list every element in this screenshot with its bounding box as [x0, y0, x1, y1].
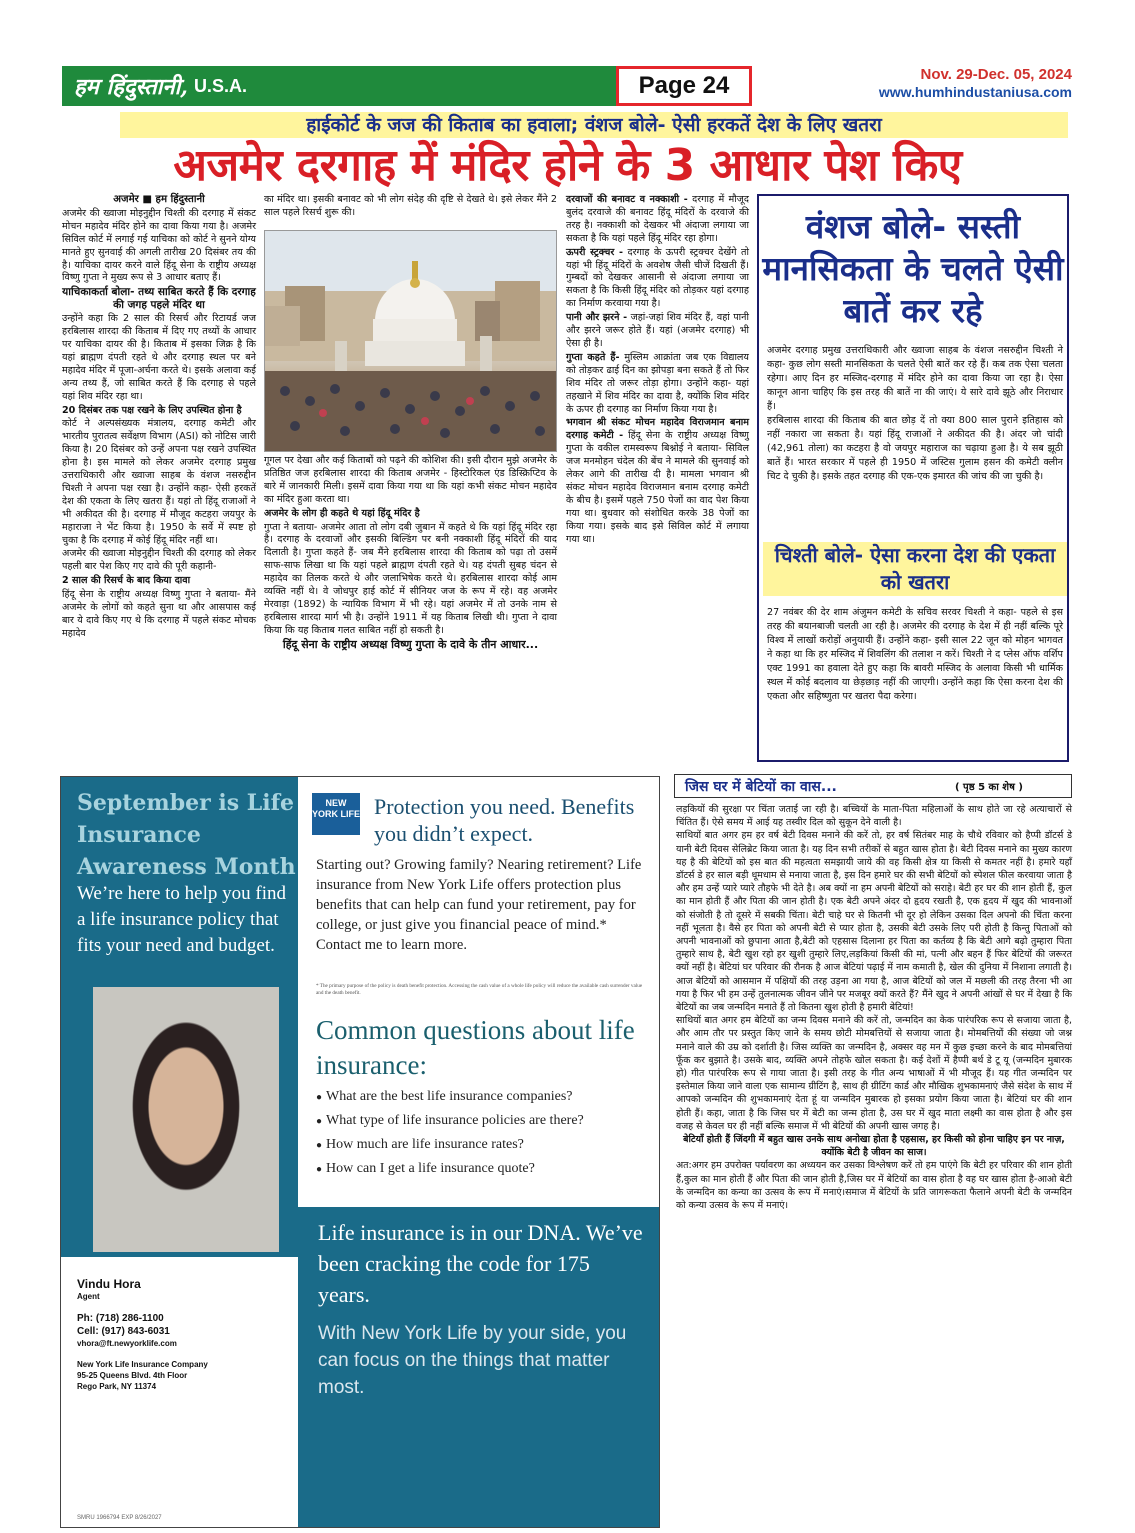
- sidebar-subheading: चिश्ती बोले- ऐसा करना देश की एकता को खतरा: [763, 542, 1067, 596]
- list-item: ● How can I get a life insurance quote?: [316, 1157, 656, 1181]
- agent-phone[interactable]: Ph: (718) 286-1100: [77, 1313, 164, 1324]
- inline-heading: भगवान श्री संकट मोचन महादेव विराजमान बनाम दरगाह कमेटी -: [566, 417, 749, 442]
- ad-tagline: Protection you need. Benefits you didn’t expect.: [374, 794, 635, 846]
- main-headline: अजमेर दरगाह में मंदिर होने के 3 आधार पेश किए: [173, 140, 962, 191]
- ad-footnote: * The primary purpose of the policy is death benefit protection. Accessing the cash value of a whole life policy will reduce the available cash surrender value and the death benefit.: [316, 983, 643, 996]
- paragraph: 27 नवंबर की देर शाम अंजुमन कमेटी के सचिव सरवर चिश्ती ने कहा- पहले से इस तरह की बयानबाजी चलती आ रही है। अजमेर की दरगाह के देश में ही नहीं बल्कि पूरे विश्व में लाखों करोड़ों अनुयायी हैं। उन्होंने कहा- इसी साल 22 जून को मोहन भागवत ने कहा था कि हर मस्जिद में शिवलिंग की तलाश न करें। चिश्ती ने द प्लेस ऑफ वर्शिप एक्ट 1991 का हवाला देते हुए कहा कि बावरी मस्जिद के अलावा किसी भी धार्मिक स्थल में कोई बदलाव या छेड़छाड़ नहीं की जाएगी। उन्होंने कहा कि ऐसा करना देश की एकता और सहिष्णुता पर खतरा पैदा करेगा।: [767, 607, 1063, 702]
- ad-title: September is Life Insurance Awareness Month: [77, 790, 296, 880]
- page-number-box: [616, 66, 752, 106]
- paragraph: हिंदू सेना के राष्ट्रीय अध्यक्ष विष्णु गुप्ता ने बताया- मैंने अजमेर के लोगों को कहते सुना था और आसपास कई बार ये दावे किए गए थे कि दरगाह में पहले संकट मोचक महादेव: [62, 589, 256, 639]
- masthead: [62, 66, 730, 106]
- paragraph: साथियों बात अगर हम हर वर्ष बेटी दिवस मनाने की करें तो, हर वर्ष सितंबर माह के चौथे रविवार को हैप्पी डॉटर्स डे यानी बेटी दिवस सेलिब्रेट किया जाता है। यह दिन सभी तरीकों से बहुत खास होता है। बेटी दिवस मनाने का मुख्य कारण यह है की बेटियों को इस बात की महत्वता समझायी जाये की वह किसी क्षेत्र या किसी से कमतर नहीं है। हमारे यहाँ डॉटर्स डे हर साल बड़ी धूमधाम से मनाया जाता है, इस दिन हमारे घर की सभी बेटियों को स्पेशल फील करवाया जाता है और हम उन्हें प्यारे प्यारे तौहफे भी देते है। अब क्यों ना हम अपनी बेटियों को सराहे। बेटी हर घर की शान होती हैं, कुल का मान होती हैं और पिता की जान होती है। एक बेटी अपने अंदर दो हृदय रखती है, एक हृदय में खुद की भावनाओं को संजोती है तो दूसरे में सबकी चिंता। बेटी चाहे घर से कितनी भी दूर हो लेकिन उसका दिल अपनो की चिंता करना नहीं भूलता है। वैसे हर पिता को अपनी बेटी से प्यार होता है, उसकी बेटी उसके लिए परी होती है किन्तु पिताओं को अपनी भावनाओं को छुपाना आता है,बेटी को एहसास दिलाना हर पिता का कर्तव्य है कि बेटी आगे बढ़ो तुम्हारा पिता तुम्हारे साथ है, बेटी खुश रहो हर खुशी तुम्हारे लिए,लड़कियां किसी की मां, पत्नी और बहन हैं फिर बेटियों की जरूरत क्यों नहीं है। बेटियां घर परिवार की रौनक है आज बेटियां पढ़ाई में नाम कमाती है, खेल की दुनिया में निशाना लगाती है। आज बेटियों को आसमान में पक्षियों की तरह उड़ना आ गया है, आज बेटियों को जल में मछली की तरह तैरना भी आ गया है फिर भी हम उन्हें तुलनात्मक जीवन जीने पर मजबूर क्यों करते हैं? मैंने खुद ने अपनी आंखों से घर में देखा है कि बेटियों का जब जन्मदिन मनाते हैं तो कितना खुश होती है हमारी बेटियां!: [676, 830, 1072, 1014]
- brand-name: हम हिंदुस्तानी,: [74, 74, 188, 100]
- inline-heading: ऊपरी स्ट्रक्चर -: [566, 246, 623, 258]
- paragraph: गुप्ता ने बताया- अजमेर आता तो लोग दबी जुबान में कहते थे कि यहां हिंदू मंदिर रहा है। दरगाह के दरवाजों और इसकी बिल्डिंग पर बनी नक्काशी हिंदू मंदिरों की याद दिलाती है। गुप्ता कहते हैं- जब मैंने हरबिलास शारदा की किताब को पढ़ा तो उसमें साफ-साफ लिखा था कि यहां पहले ब्राह्मण दंपती रहते थे। यह दंपती सुबह चंदन से महादेव का तिलक करते थे और जलाभिषेक करते थे। हरबिलास शारदा कोई आम व्यक्ति नहीं थे। वे जोधपुर हाई कोर्ट में सीनियर जज के रूप में रहे। वह अजमेर मेरवाड़ा (1892) के न्यायिक विभाग में भी रहे। यहां अजमेर में तो उनके नाम से हरबिलास शारदा मार्ग भी है। उन्होंने 1911 में यह किताब लिखी थी। गुप्ता ने दावा किया कि यह किताब गलत साबित नहीं हो सकती है।: [264, 521, 557, 636]
- brand-usa: U.S.A.: [193, 75, 247, 96]
- subheading: हिंदू सेना के राष्ट्रीय अध्यक्ष विष्णु गुप्ता के दावे के तीन आधार...: [282, 637, 539, 651]
- paragraph: गूगल पर देखा और कई किताबों को पढ़ने की कोशिश की। इसी दौरान मुझे अजमेर के प्रतिष्ठित जज हरबिलास शारदा की किताब अजमेर - हिस्टोरिकल एंड डिस्क्रिप्टिव के बारे में जानकारी मिली। इसमें दावा किया गया था कि यहां कभी संकट मोचन महादेव का मंदिर हुआ करता था।: [264, 455, 557, 505]
- article-column-3: [566, 194, 749, 547]
- subheading: 2 साल की रिसर्च के बाद किया दावा: [62, 575, 191, 587]
- dateline: अजमेर ■ हम हिंदुस्तानी: [113, 194, 205, 205]
- company-city: Rego Park, NY 11374: [77, 1382, 157, 1391]
- inline-heading: गुप्ता कहते हैं-: [566, 351, 620, 363]
- highlight-verse: बेटियाँ होती हैं जिंदगी में बहुत खास उनके साथ अनोखा होता है एहसास, हर किसी को होना चाहिए इन पर नाज़, क्योंकि बेटी है जीवन का साज।: [683, 1134, 1065, 1159]
- paragraph: कोर्ट ने अल्पसंख्यक मंत्रालय, दरगाह कमेटी और भारतीय पुरातत्व सर्वेक्षण विभाग (ASI) को नोटिस जारी किया है। 20 दिसंबर को उन्हें अपना पक्ष रखने उपस्थित होना है। इस मामले को लेकर अजमेर दरगाह प्रमुख उत्तराधिकारी और ख्वाजा साहब के वंशज नसरुद्दीन चिश्ती ने अपना पक्ष रखा है। उन्होंने कहा- ऐसी हरकतें देश की एकता के लिए खतरा हैं। यहां तो हिंदू राजाओं ने भी अकीदत की है। दरगाह में मौजूद कटहरा जयपुर के महाराजा ने भेंट किया है। 1950 के सर्वे में स्पष्ट हो चुका है कि दरगाह में कोई हिंदू मंदिर नहीं था।: [62, 418, 256, 546]
- paragraph: जहां-जहां शिव मंदिर हैं, वहां पानी और झरने जरूर होते हैं। यहां (अजमेर दरगाह) भी ऐसा ही है।: [566, 312, 749, 349]
- sidebar-text-2: [767, 606, 1063, 704]
- agent-email[interactable]: vhora@ft.newyorklife.com: [77, 1339, 177, 1348]
- agent-photo: [93, 987, 279, 1252]
- company-address: 95-25 Queens Blvd. 4th Floor: [77, 1371, 188, 1380]
- continued-note: ( पृष्ठ 5 का शेष ): [955, 782, 1023, 793]
- subheading: अजमेर के लोग ही कहते थे यहां हिंदू मंदिर है: [264, 507, 420, 519]
- ad-subtitle: We’re here to help you find a life insurance policy that fits your need and budget.: [77, 883, 286, 956]
- paragraph: दरगाह में मौजूद बुलंद दरवाजे की बनावट हिंदू मंदिरों के दरवाजे की तरह है। नक्काशी को देखकर भी अंदाजा लगाया जा सकता है कि यहां पहले हिंदू मंदिर रहा होगा।: [566, 194, 749, 244]
- paragraph: हरबिलास शारदा की किताब की बात छोड़ दें तो क्या 800 साल पुराने इतिहास को नहीं नकारा जा सकता है। यहां हिंदू राजाओं ने अकीदत की है। अंदर जो चांदी (42,961 तोला) का कटहरा है वो जयपुर महाराज का चढ़ाया हुआ है। ये सब झूठी बातें हैं। भारत सरकार में पहले ही 1950 में जस्टिस गुलाम हसन की कमेटी क्लीन चिट दे चुकी है। इसके तहत दरगाह की एक-एक इमारत की जांच की जा चुकी है।: [767, 415, 1063, 482]
- paragraph: लड़कियों की सुरक्षा पर चिंता जताई जा रही है। बच्चियों के माता-पिता महिलाओं के साथ होते जा रहे अत्याचारों से चिंतित हैं। ऐसे समय में आई यह तस्वीर दिल को सुकून देने वाली है।: [676, 804, 1072, 829]
- paragraph: अजमेर की ख्वाजा मोइनुद्दीन चिश्ती की दरगाह को लेकर पहली बार पेश किए गए दावे की पूरी कहानी-: [62, 548, 256, 573]
- website-link[interactable]: www.humhindustaniusa.com: [878, 84, 1072, 100]
- continued-article-band: [674, 774, 1072, 798]
- agent-card: [61, 1257, 298, 1528]
- continued-title: जिस घर में बेटियों का वास...: [675, 777, 955, 796]
- issue-date: Nov. 29-Dec. 05, 2024: [920, 66, 1072, 83]
- subheading: याचिकाकर्ता बोला- तथ्य साबित करते हैं कि दरगाह की जगह पहले मंदिर था: [62, 286, 256, 312]
- ad-dna-headline: Life insurance is in our DNA. We’ve been cracking the code for 175 years.: [318, 1220, 643, 1307]
- dargah-illustration: [265, 231, 557, 452]
- inline-heading: पानी और झरने -: [566, 312, 628, 324]
- inline-heading: दरवाजों की बनावट व नक्काशी -: [566, 194, 688, 205]
- page-number: Page 24: [638, 72, 730, 99]
- kicker-headline: हाईकोर्ट के जज की किताब का हवाला; वंशज बोले- ऐसी हरकतें देश के लिए खतरा: [120, 112, 1068, 138]
- paragraph: अजमेर की ख्वाजा मोइनुद्दीन चिश्ती की दरगाह में संकट मोचन महादेव मंदिर होने का दावा किया गया है। अजमेर सिविल कोर्ट में लगाई गई याचिका को कोर्ट ने सुनने योग्य मानते हुए सुनवाई की अगली तारीख 20 दिसंबर तय की है। याचिका दायर करने वाले हिंदू सेना के राष्ट्रीय अध्यक्ष विष्णु गुप्ता ने मुख्य रूप से 3 आधार बताए हैं।: [62, 207, 256, 284]
- sidebar-text: [767, 344, 1063, 484]
- agent-name: Vindu Hora: [77, 1277, 141, 1291]
- paragraph: अजमेर दरगाह प्रमुख उत्तराधिकारी और ख्वाजा साहब के वंशज नसरुद्दीन चिश्ती ने कहा- कुछ लोग सस्ती मानसिकता के चलते ऐसी बातें कर रहे हैं। कब तक ऐसा चलता रहेगा। आए दिन हर मस्जिद-दरगाह में मंदिर होने का दावा किया जा रहा है। ऐसा कानून आना चाहिए कि इस तरह की बातें ना की जाएं। ये सारे दावे झूठे और निराधार हैं।: [767, 345, 1063, 412]
- ad-dna-text: With New York Life by your side, you can focus on the things that matter most.: [318, 1323, 627, 1398]
- nyl-logo: NEW YORK LIFE: [312, 793, 360, 835]
- article-column-2: [264, 194, 557, 221]
- paragraph: मुस्लिम आक्रांता जब एक विद्यालय को तोड़कर ढाई दिन का झोपड़ा बना सकते हैं तो फिर शिव मंदिर तो जरूर तोड़ा होगा। उन्होंने कहा- यहां तहखाने में शिव मंदिर का दावा है, क्योंकि शिव मंदिर के ऊपर ही दरगाह का निर्माण किया गया है।: [566, 351, 749, 415]
- paragraph: अत:अगर हम उपरोक्त पर्यावरण का अध्ययन कर उसका विश्लेषण करें तो हम पाएंगे कि बेटी हर परिवार की शान होती हैं,कुल का मान होती हैं और पिता की जान होती है,जिस घर में बेटियों का वास होता है वह घर खास होता है-आओ बेटी के जन्मदिन का कन्या का उत्सव के रूप में मनाएं।समाज में बेटियों के प्रति जागरूकता फैलाने अपनी बेटी के जन्मदिन को कन्या उत्सव के रूप में मनाएं।: [676, 1160, 1072, 1212]
- agent-title: Agent: [77, 1292, 100, 1301]
- subheading: 20 दिसंबर तक पक्ष रखने के लिए उपस्थित होना है: [62, 404, 242, 416]
- nyl-advertisement[interactable]: [60, 776, 660, 1528]
- ad-dna-panel: [298, 1207, 660, 1528]
- sidebar-box: [757, 194, 1069, 762]
- paragraph: उन्होंने कहा कि 2 साल की रिसर्च और रिटायर्ड जज हरबिलास शारदा की किताब में दिए गए तथ्यों के आधार पर याचिका दायर की है। किताब में इसका जिक्र है कि यहां ब्राह्मण दंपती रहते थे और दरगाह स्थल पर बने महादेव मंदिर में पूजा-अर्चना करते थे। इसके अलावा कई अन्य तथ्य हैं, जो साबित करते हैं कि दरगाह से पहले यहां शिव मंदिर रहा था।: [62, 313, 256, 402]
- list-item: ● How much are life insurance rates?: [316, 1133, 656, 1157]
- ad-body: Starting out? Growing family? Nearing retirement? Life insurance from New York Life offers protection plus benefits that can help can fund your retirement, pay for college, or just give you financial peace of mind.* Contact me to learn more.: [316, 857, 642, 953]
- ad-left-panel: [61, 777, 298, 1528]
- paragraph: दरगाह के ऊपरी स्ट्रक्चर देखेंगे तो यहां भी हिंदू मंदिरों के अवशेष जैसी चीजें दिखती हैं। गुम्बदों को देखकर आसानी से अंदाजा लगाया जा सकता है कि किसी हिंदू मंदिर को तोड़कर यहां दरगाह का निर्माण करवाया गया है।: [566, 246, 750, 310]
- list-item: ● What type of life insurance policies are there?: [316, 1109, 656, 1133]
- continued-article: [676, 803, 1072, 1212]
- dargah-photo: [264, 230, 557, 452]
- ad-questions-title: Common questions about life insurance:: [316, 1015, 635, 1080]
- list-item: ● What are the best life insurance companies?: [316, 1085, 656, 1109]
- paragraph: साथियों बात अगर हम बेटियों का जन्म दिवस मनाने की करें तो, जन्मदिन का केक पारंपरिक रूप से सजाया जाता है, और आम तौर पर प्रस्तुत किए जाने के समय छोटी मोमबत्तियों से सजाया जाता है। मोमबत्तियों की संख्या जो जश्न मनाने वाले की उम्र को दर्शाती है। जिस व्यक्ति का जन्मदिन है, अक्सर वह मन में कुछ इच्छा करने के बाद मोमबत्तियां फूँक कर बुझाते है। उसके बाद, व्यक्ति अपने तोहफे खोल सकता है। कई देशों में हैप्पी बर्थ डे टू यू (जन्मदिन मुबारक हो) गीत पारंपरिक रूप से गाया जाता है। इसी तरह के गीत अन्य भाषाओं में भी मौजूद हैं। यह गीत जन्मदिन पर इस्तेमाल किया जाने वाला एक सामान्य ग्रीटिंग है, साथ ही ग्रीटिंग कार्ड और मौखिक शुभकामनाएं जैसे संदेश के साथ में आपको जन्मदिन की शुभकामनाएं देता हूं या जन्मदिन मुबारक हो इसका प्रयोग किया जाता है। बेटियां घर की शान होती हैं। कहा, जाता है कि जिस घर में बेटी का जन्म होता है, उस घर में खुद माता लक्ष्मी का वास होता है और इस वजह से केवल घर ही नहीं बल्कि समाज में भी बेटियों की अपनी खास जगह है।: [676, 1015, 1072, 1132]
- article-column-2-lower: [264, 455, 557, 653]
- ad-right-panel: [298, 777, 660, 1528]
- article-column-1: [62, 194, 256, 642]
- ad-fine-print: SMRU 1966794 EXP 8/26/2027: [77, 1515, 162, 1521]
- sidebar-headline: वंशज बोले- सस्ती मानसिकता के चलते ऐसी बातें कर रहे: [762, 207, 1064, 330]
- brand-bar: [62, 66, 617, 106]
- company-name: New York Life Insurance Company: [77, 1360, 208, 1369]
- question-list: [316, 1085, 656, 1181]
- paragraph: हिंदू सेना के राष्ट्रीय अध्यक्ष विष्णु गुप्ता के वकील रामस्वरूप बिश्नोई ने बताया- सिविल जज मनमोहन चंदेल की बेंच ने मामले की सुनवाई को लेकर आगे की तारीख दी है। मामला भगवान श्री संकट मोचन महादेव विराजमान बनाम दरगाह कमेटी के बीच है। इसमें पहले 750 पेजों का वाद पेश किया गया था। बुधवार को संशोधित करके 38 पेजों का किया गया। इसके बाद इसे सिविल कोर्ट में लगाया गया था।: [566, 430, 749, 545]
- paragraph: का मंदिर था। इसकी बनावट को भी लोग संदेह की दृष्टि से देखते थे। इसे लेकर मैंने 2 साल पहले रिसर्च शुरू की।: [264, 194, 557, 218]
- agent-cell[interactable]: Cell: (917) 843-6031: [77, 1326, 170, 1337]
